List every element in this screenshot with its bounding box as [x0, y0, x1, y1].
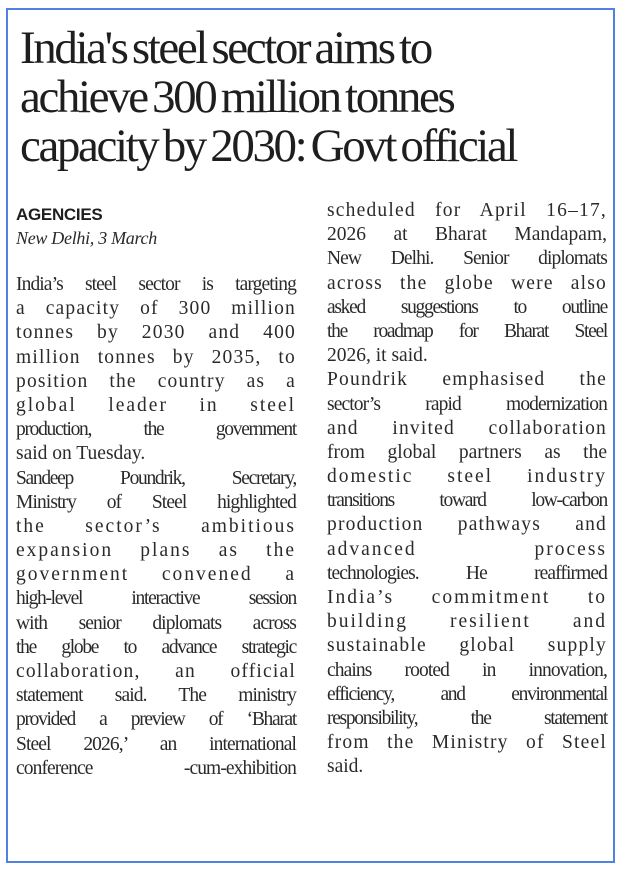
body-text-line: and invited collaboration	[327, 417, 607, 439]
body-text-line: responsibility, the statement	[327, 707, 607, 729]
body-text-line: from global partners as the	[327, 441, 607, 463]
body-text-line: global leader in steel	[16, 394, 296, 416]
body-text-line: million tonnes by 2035, to	[16, 346, 296, 368]
body-text-line: government convened a	[16, 564, 296, 586]
body-text-line: 2026, it said.	[327, 345, 428, 367]
body-text-line: said.	[327, 756, 364, 778]
body-text-line: building resilient and	[327, 611, 607, 633]
body-text-line: the roadmap for Bharat Steel	[327, 320, 607, 342]
body-text-line: the globe to advance strategic	[16, 636, 296, 658]
body-text-line: transitions toward low-carbon	[327, 490, 607, 512]
body-text-line: efficiency, and environmental	[327, 683, 607, 705]
body-text-line: sector’s rapid modernization	[327, 393, 607, 415]
article-column-right	[327, 199, 607, 780]
body-text-line: Steel 2026,’ an international	[16, 733, 296, 755]
byline-agency: AGENCIES	[16, 205, 103, 224]
byline-dateline: New Delhi, 3 March	[16, 228, 157, 248]
article-column-left	[16, 200, 296, 781]
body-text-line: India’s steel sector is targeting	[16, 274, 296, 295]
body-text-line: Poundrik emphasised the	[327, 369, 607, 391]
body-text-line: 2026 at Bharat Mandapam,	[327, 224, 607, 246]
body-text-line: chains rooted in innovation,	[327, 659, 607, 681]
right-column-body	[327, 199, 607, 780]
body-text-line: high-level interactive session	[16, 588, 296, 610]
body-text-line: conference -cum-exhibition	[16, 757, 296, 779]
body-text-line: position the country as a	[16, 370, 296, 392]
body-text-line: statement said. The ministry	[16, 685, 296, 707]
body-text-line: Sandeep Poundrik, Secretary,	[16, 467, 296, 489]
body-text-line: said on Tuesday.	[16, 443, 146, 465]
body-text-line: domestic steel industry	[327, 466, 607, 488]
body-text-line: advanced process	[327, 538, 607, 560]
body-text-line: production, the government	[16, 419, 296, 441]
body-text-line: across the globe were also	[327, 272, 607, 294]
headline-line: capacity by 2030: Govt official	[20, 120, 517, 172]
body-text-line: from the Ministry of Steel	[327, 732, 607, 754]
body-text-line: the sector’s ambitious	[16, 515, 296, 537]
body-text-line: technologies. He reaffirmed	[327, 562, 607, 584]
body-text-line: expansion plans as the	[16, 540, 296, 562]
body-text-line: with senior diplomats across	[16, 612, 296, 634]
body-text-line: Ministry of Steel highlighted	[16, 491, 296, 513]
body-text-line: New Delhi. Senior diplomats	[327, 248, 607, 270]
headline-line: achieve 300 million tonnes	[20, 71, 454, 123]
body-text-line: scheduled for April 16–17,	[327, 200, 607, 221]
headline	[20, 24, 620, 171]
body-text-line: asked suggestions to outline	[327, 296, 607, 318]
body-text-line: production pathways and	[327, 514, 607, 536]
left-column-body	[16, 273, 296, 781]
body-text-line: India’s commitment to	[327, 587, 607, 608]
body-text-line: sustainable global supply	[327, 635, 607, 657]
body-text-line: provided a preview of ‘Bharat	[16, 709, 296, 731]
body-text-line: collaboration, an official	[16, 661, 296, 682]
body-text-line: tonnes by 2030 and 400	[16, 322, 296, 344]
body-text-line: a capacity of 300 million	[16, 298, 296, 320]
headline-line: India's steel sector aims to	[20, 22, 431, 74]
